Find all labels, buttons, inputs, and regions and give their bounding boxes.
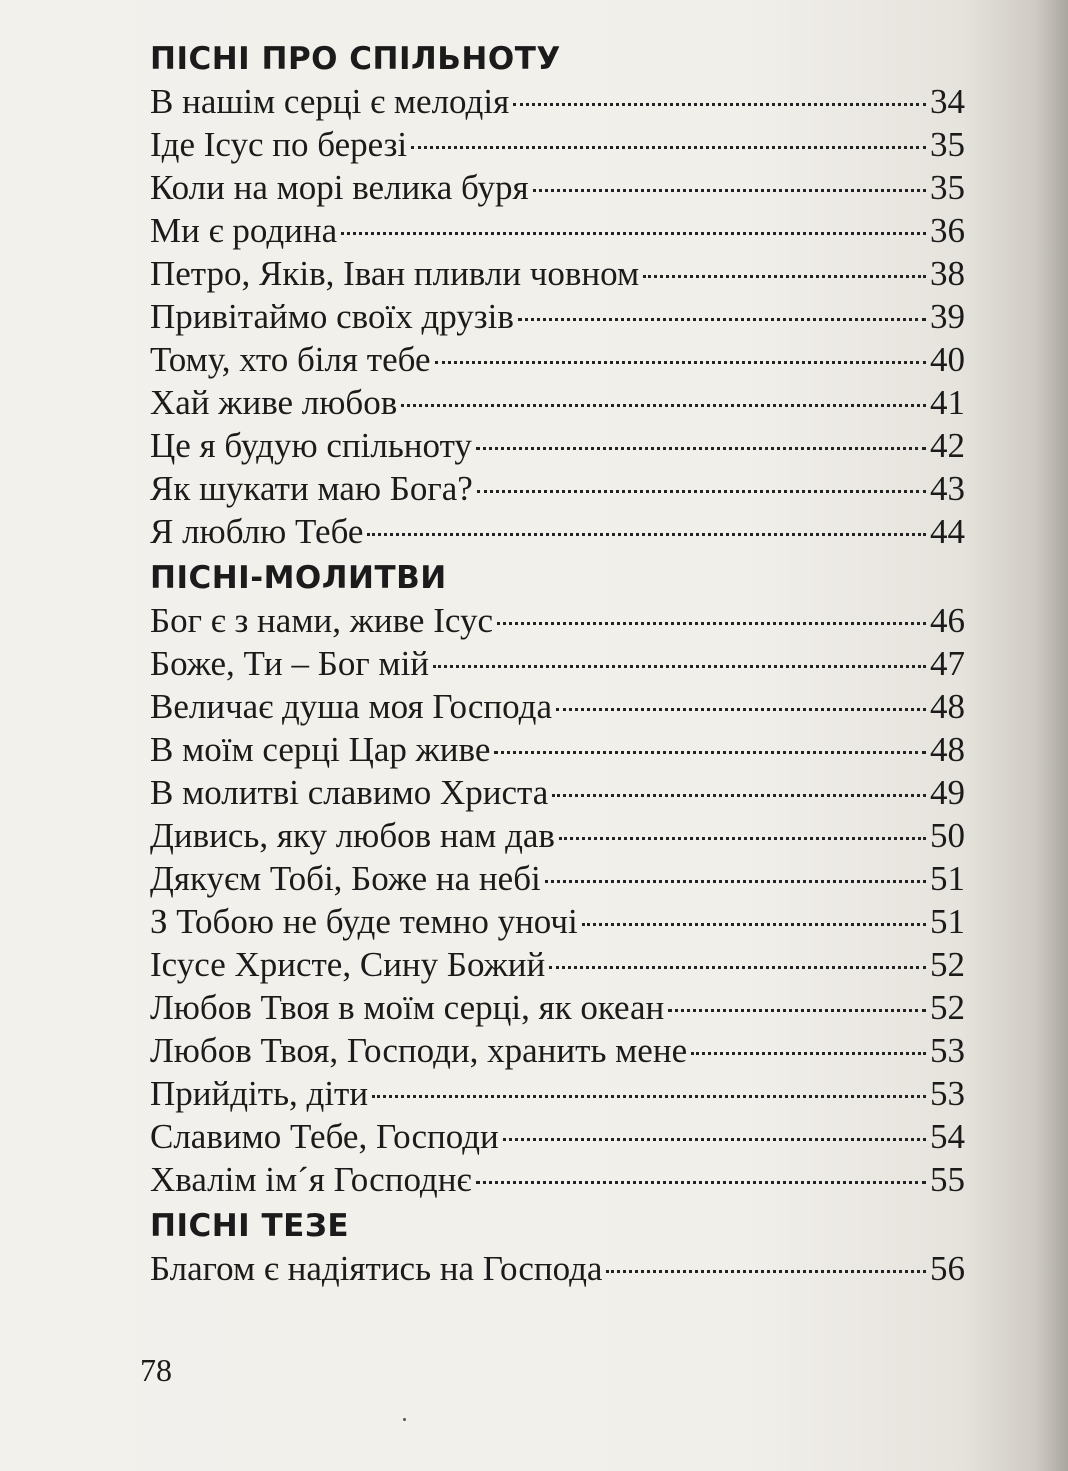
dot-leader xyxy=(545,880,926,883)
toc-entry xyxy=(150,381,965,424)
section-title-community-songs: ПІСНІ ПРО СПІЛЬНОТУ xyxy=(150,41,561,77)
entry-page: 51 xyxy=(930,902,965,941)
entry-page: 41 xyxy=(930,383,965,422)
toc-entry xyxy=(150,728,965,771)
section-title-prayer-songs: ПІСНІ-МОЛИТВИ xyxy=(150,560,447,596)
toc-entry xyxy=(150,166,965,209)
dot-leader xyxy=(549,966,926,969)
section-prayer-songs-list xyxy=(150,599,965,1201)
section-taize-songs-list xyxy=(150,1247,965,1290)
entry-title: Коли на морі велика буря xyxy=(150,168,529,207)
dot-leader xyxy=(494,751,926,754)
dot-leader xyxy=(341,232,926,235)
dot-leader xyxy=(476,447,926,450)
toc-entry xyxy=(150,80,965,123)
entry-title: Славимо Тебе, Господи xyxy=(150,1117,499,1156)
dot-leader xyxy=(435,361,927,364)
toc-entry xyxy=(150,599,965,642)
toc-entry xyxy=(150,771,965,814)
entry-title: Іде Ісус по березі xyxy=(150,125,408,164)
entry-title: Це я будую спільноту xyxy=(150,426,472,465)
entry-page: 46 xyxy=(930,601,965,640)
toc-entry xyxy=(150,123,965,166)
entry-page: 44 xyxy=(930,512,965,551)
entry-title: Ми є родина xyxy=(150,211,338,250)
dot-leader xyxy=(668,1009,926,1012)
dot-leader xyxy=(476,1181,927,1184)
toc-entry xyxy=(150,424,965,467)
entry-page: 53 xyxy=(930,1074,965,1113)
dot-leader xyxy=(367,533,926,536)
entry-page: 52 xyxy=(930,945,965,984)
entry-page: 47 xyxy=(930,644,965,683)
dot-leader xyxy=(372,1095,926,1098)
toc-entry xyxy=(150,467,965,510)
entry-page: 40 xyxy=(930,340,965,379)
entry-page: 48 xyxy=(930,687,965,726)
entry-page: 34 xyxy=(930,82,965,121)
entry-page: 49 xyxy=(930,773,965,812)
dot-leader xyxy=(477,490,926,493)
toc-entry xyxy=(150,1029,965,1072)
entry-title: Я люблю Тебе xyxy=(150,512,364,551)
toc-entry xyxy=(150,1072,965,1115)
toc-entry xyxy=(150,943,965,986)
dot-leader xyxy=(513,103,926,106)
dot-leader xyxy=(552,794,926,797)
section-community-songs-list xyxy=(150,80,965,553)
section-title-taize-songs: ПІСНІ ТЕЗЕ xyxy=(150,1208,350,1244)
toc-entry xyxy=(150,1247,965,1290)
dot-leader xyxy=(411,146,926,149)
entry-title: Дивись, яку любов нам дав xyxy=(150,816,555,855)
dot-leader xyxy=(518,318,926,321)
entry-page: 50 xyxy=(930,816,965,855)
entry-title: Ісусе Христе, Сину Божий xyxy=(150,945,546,984)
toc-entry xyxy=(150,295,965,338)
entry-title: Прийдіть, діти xyxy=(150,1074,369,1113)
entry-page: 48 xyxy=(930,730,965,769)
page-number: 78 xyxy=(140,1352,172,1388)
entry-title: Боже, Ти – Бог мій xyxy=(150,644,430,683)
entry-page: 43 xyxy=(930,469,965,508)
toc-entry xyxy=(150,209,965,252)
entry-title: Благом є надіятись на Господа xyxy=(150,1249,603,1288)
entry-title: Хай живе любов xyxy=(150,383,398,422)
dot-leader xyxy=(533,189,926,192)
toc-entry xyxy=(150,986,965,1029)
toc-entry xyxy=(150,510,965,553)
dot-leader xyxy=(643,275,926,278)
entry-title: Любов Твоя в моїм серці, як океан xyxy=(150,988,665,1027)
entry-title: Дякуєм Тобі, Боже на небі xyxy=(150,859,541,898)
dot-leader xyxy=(503,1138,926,1141)
table-of-contents xyxy=(150,38,965,1290)
dot-leader xyxy=(606,1270,926,1273)
entry-title: Привітаймо своїх друзів xyxy=(150,297,514,336)
entry-page: 35 xyxy=(930,125,965,164)
entry-title: В нашім серці є мелодія xyxy=(150,82,510,121)
entry-title: Тому, хто біля тебе xyxy=(150,340,431,379)
entry-title: Бог є з нами, живе Ісус xyxy=(150,601,493,640)
entry-page: 38 xyxy=(930,254,965,293)
entry-page: 55 xyxy=(930,1160,965,1199)
toc-entry xyxy=(150,857,965,900)
entry-page: 53 xyxy=(930,1031,965,1070)
toc-entry xyxy=(150,900,965,943)
toc-entry xyxy=(150,642,965,685)
dot-leader xyxy=(497,622,926,625)
entry-title: Любов Твоя, Господи, хранить мене xyxy=(150,1031,688,1070)
entry-page: 39 xyxy=(930,297,965,336)
dot-leader xyxy=(582,923,926,926)
entry-title: З Тобою не буде темно уночі xyxy=(150,902,578,941)
toc-entry xyxy=(150,814,965,857)
toc-entry xyxy=(150,685,965,728)
entry-title: Величає душа моя Господа xyxy=(150,687,552,726)
entry-page: 52 xyxy=(930,988,965,1027)
entry-page: 54 xyxy=(930,1117,965,1156)
entry-title: Хвалім ім´я Господнє xyxy=(150,1160,472,1199)
entry-title: Як шукати маю Бога? xyxy=(150,469,473,508)
dot-leader xyxy=(556,708,926,711)
entry-page: 36 xyxy=(930,211,965,250)
dot-leader xyxy=(401,404,926,407)
entry-title: В молитві славимо Христа xyxy=(150,773,549,812)
entry-title: Петро, Яків, Іван пливли човном xyxy=(150,254,640,293)
entry-title: В моїм серці Цар живе xyxy=(150,730,491,769)
dot-leader xyxy=(691,1052,926,1055)
toc-entry xyxy=(150,1115,965,1158)
dot-leader xyxy=(433,665,926,668)
toc-entry xyxy=(150,252,965,295)
toc-entry xyxy=(150,1158,965,1201)
entry-page: 56 xyxy=(930,1249,965,1288)
toc-entry xyxy=(150,338,965,381)
entry-page: 35 xyxy=(930,168,965,207)
entry-page: 42 xyxy=(930,426,965,465)
paper-speck xyxy=(403,1418,406,1421)
entry-page: 51 xyxy=(930,859,965,898)
dot-leader xyxy=(559,837,926,840)
